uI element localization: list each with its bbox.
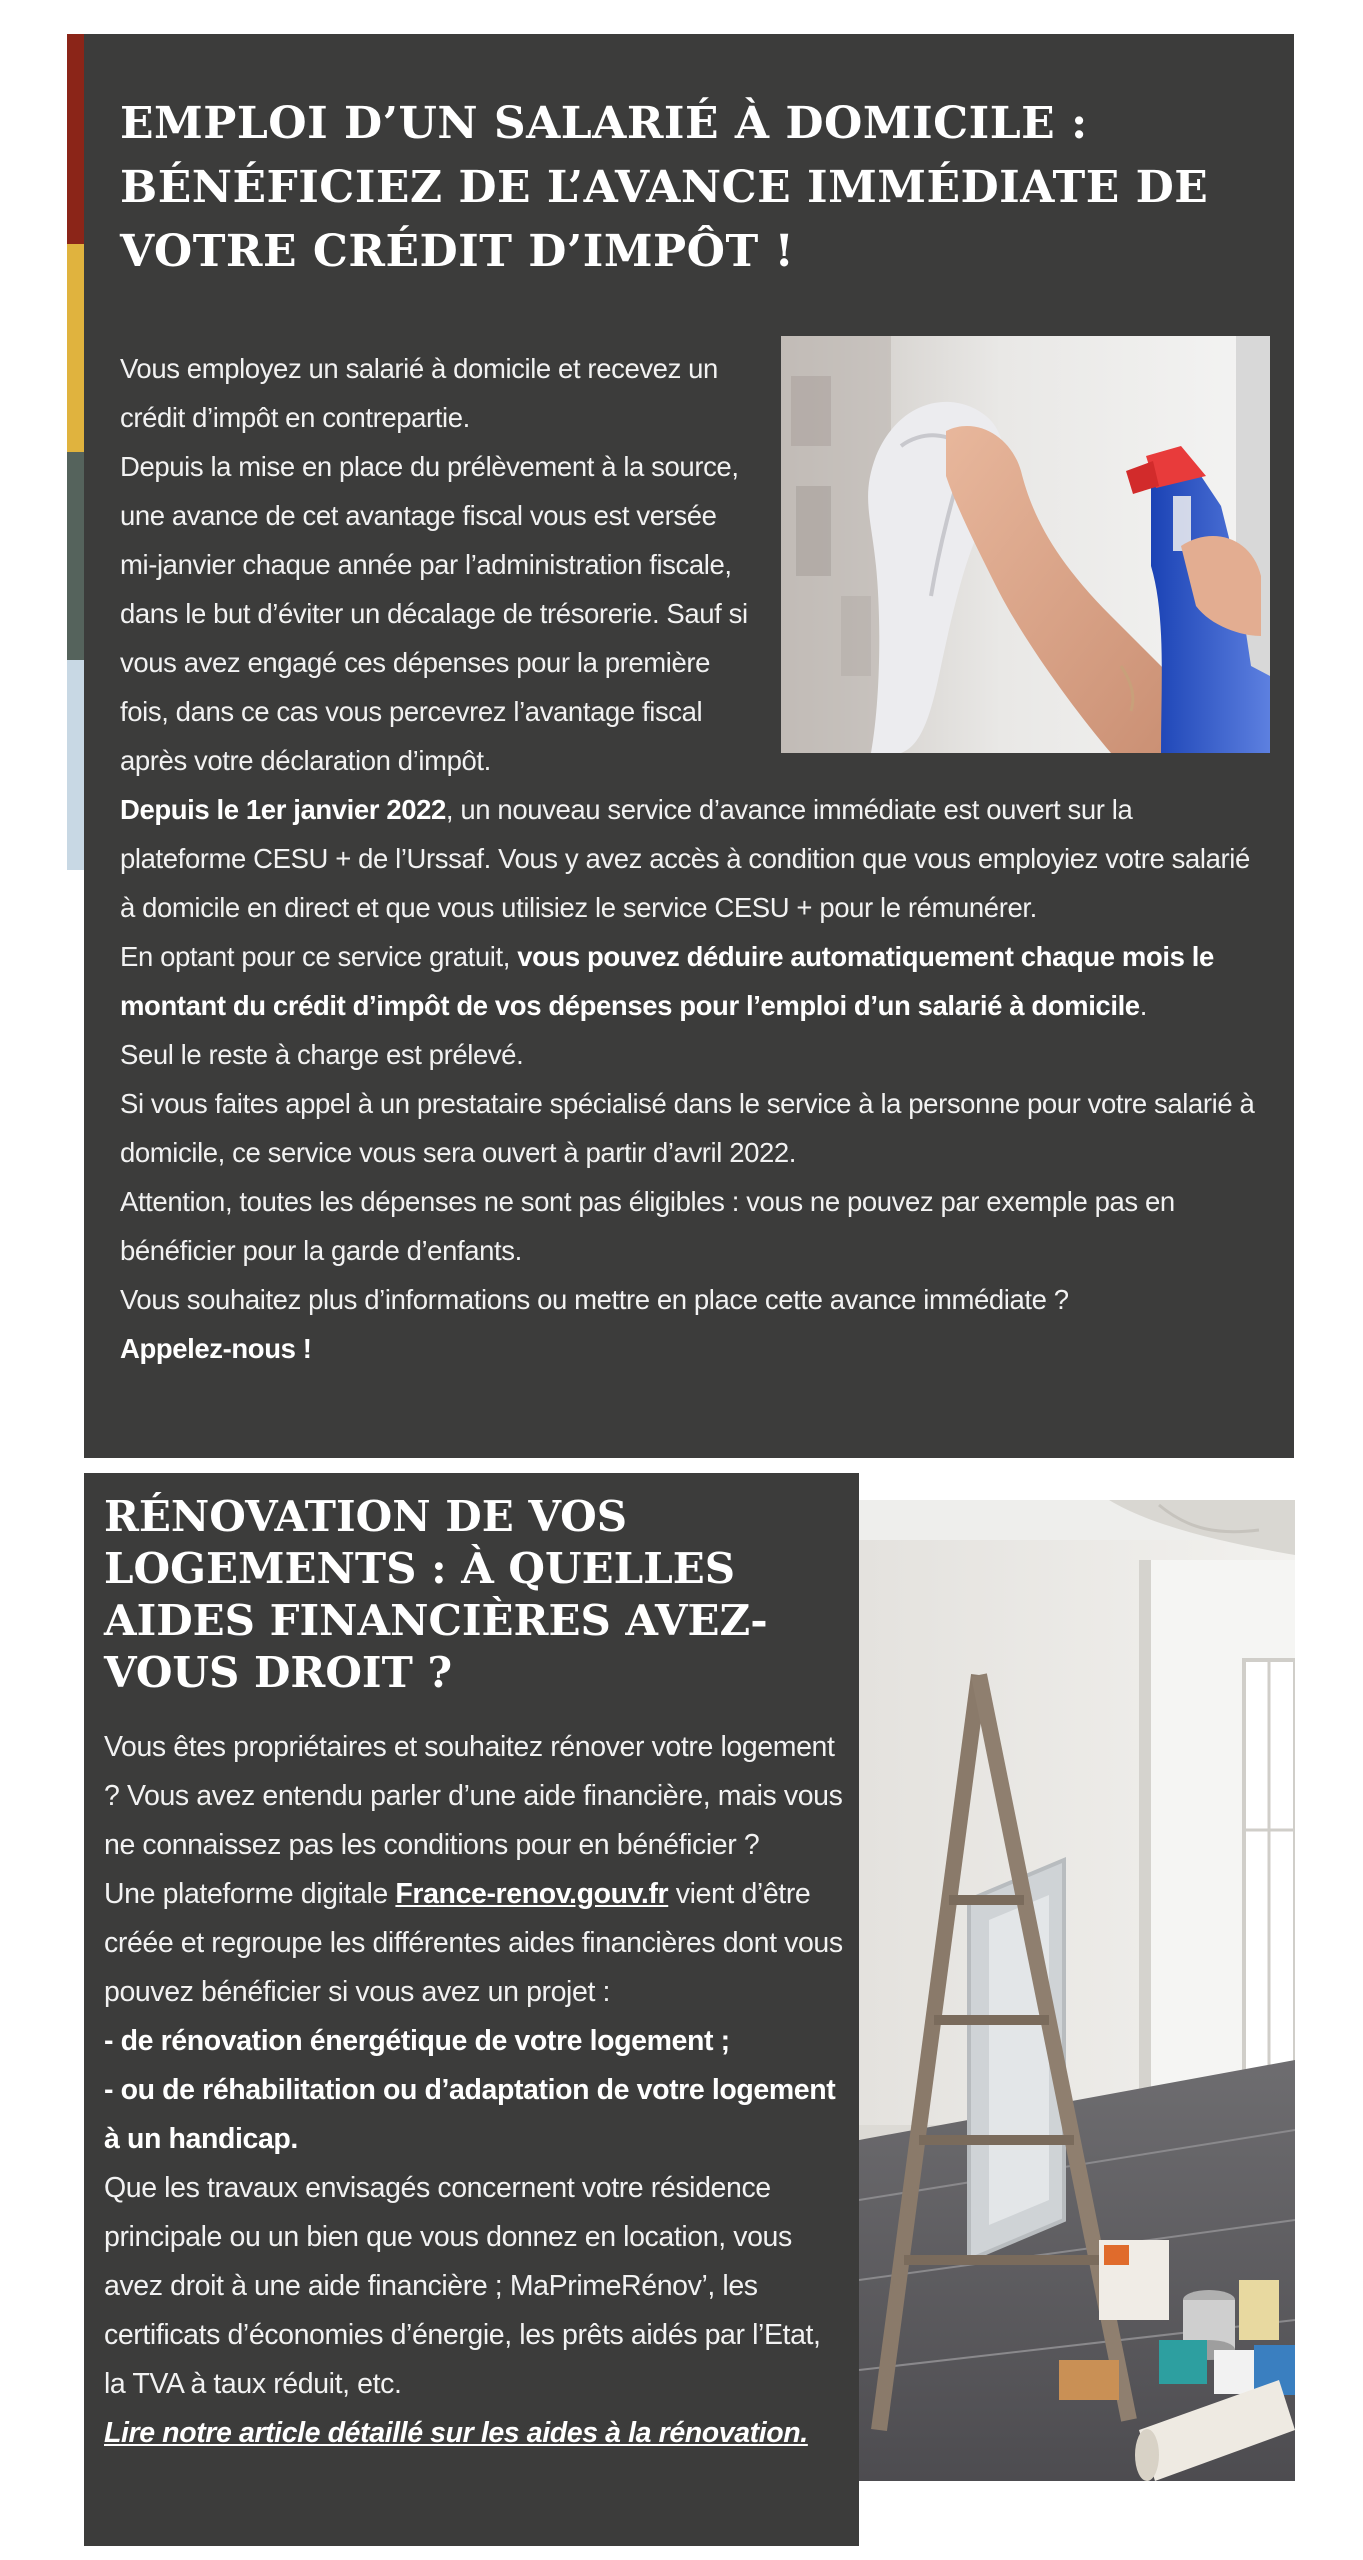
article2-cta <box>104 2409 844 2458</box>
article2-para3: Que les travaux envisagés concernent votre résidence principale ou un bien que vous donnez en location, vous avez droit à une aide financière ; MaPrimeRénov’, les certificats d’économies d’énergie, les prêts aidés par l’Etat, la TVA à taux réduit, etc. <box>104 2172 821 2400</box>
article1-para6: Si vous faites appel à un prestataire spécialisé dans le service à la personne pour votre salarié à domicile, ce service vous sera ouvert à partir d’avril 2022. <box>120 1088 1255 1168</box>
stripe-lightblue <box>67 660 84 870</box>
article1-cta: Appelez-nous ! <box>120 1333 312 1364</box>
article2-para2: Une plateforme digitale France-renov.gouv.fr vient d’être créée et regroupe les différentes aides financières dont vous pouvez bénéficier si vous avez un projet : <box>104 1878 843 2008</box>
article-renovation <box>84 1473 859 2546</box>
article2-bullet2: - ou de réhabilitation ou d’adaptation de votre logement à un handicap. <box>104 2074 836 2155</box>
article2-para1: Vous êtes propriétaires et souhaitez rénover votre logement ? Vous avez entendu parler d’une aide financière, mais vous ne connaissez pas les conditions pour en bénéficier ? <box>104 1731 843 1861</box>
france-renov-link[interactable]: France-renov.gouv.fr <box>395 1878 669 1910</box>
article1-date: Depuis le 1er janvier 2022 <box>120 794 446 825</box>
article2-bullet1: - de rénovation énergétique de votre logement ; <box>104 2025 730 2057</box>
article1-title: EMPLOI D’UN SALARIÉ À DOMICILE : BÉNÉFICIEZ DE L’AVANCE IMMÉDIATE DE VOTRE CRÉDIT D’IMPÔT ! <box>120 98 1209 277</box>
article2-body <box>104 1723 844 2458</box>
article1-para8: Vous souhaitez plus d’informations ou mettre en place cette avance immédiate ? <box>120 1284 1069 1315</box>
article-emploi-salarie <box>84 34 1294 1458</box>
article1-para2: Depuis la mise en place du prélèvement à la source, une avance de cet avantage fiscal vous est versée mi-janvier chaque année par l’administration fiscale, dans le but d’éviter un décalage de trésorerie. Sauf si vous avez engagé ces dépenses pour la première fois, dans ce cas vous percevrez l’avantage fiscal après votre déclaration d’impôt. <box>120 451 748 776</box>
article1-para4: En optant pour ce service gratuit, vous pouvez déduire automatiquement chaque mois le montant du crédit d’impôt de vos dépenses pour l’emploi d’un salarié à domicile. <box>120 941 1214 1021</box>
stripe-green <box>67 452 84 660</box>
renovation-article-link[interactable]: Lire notre article détaillé sur les aides à la rénovation. <box>104 2417 808 2449</box>
stripe-yellow <box>67 244 84 452</box>
article1-para5: Seul le reste à charge est prélevé. <box>120 1039 524 1070</box>
article1-para1: Vous employez un salarié à domicile et recevez un crédit d’impôt en contrepartie. <box>120 353 718 433</box>
article1-para3: Depuis le 1er janvier 2022, un nouveau service d’avance immédiate est ouvert sur la plateforme CESU + de l’Urssaf. Vous y avez accès à condition que vous employiez votre salarié à domicile en direct et que vous utilisiez le service CESU + pour le rémunérer. <box>120 794 1250 923</box>
renovation-photo <box>859 1500 1295 2481</box>
article1-para7: Attention, toutes les dépenses ne sont pas éligibles : vous ne pouvez par exemple pas en bénéficier pour la garde d’enfants. <box>120 1186 1175 1266</box>
article2-title: RÉNOVATION DE VOS LOGEMENTS : À QUELLES AIDES FINANCIÈRES AVEZ-VOUS DROIT ? <box>104 1492 768 1697</box>
stripe-red <box>67 34 84 244</box>
article1-body <box>120 344 1260 1373</box>
